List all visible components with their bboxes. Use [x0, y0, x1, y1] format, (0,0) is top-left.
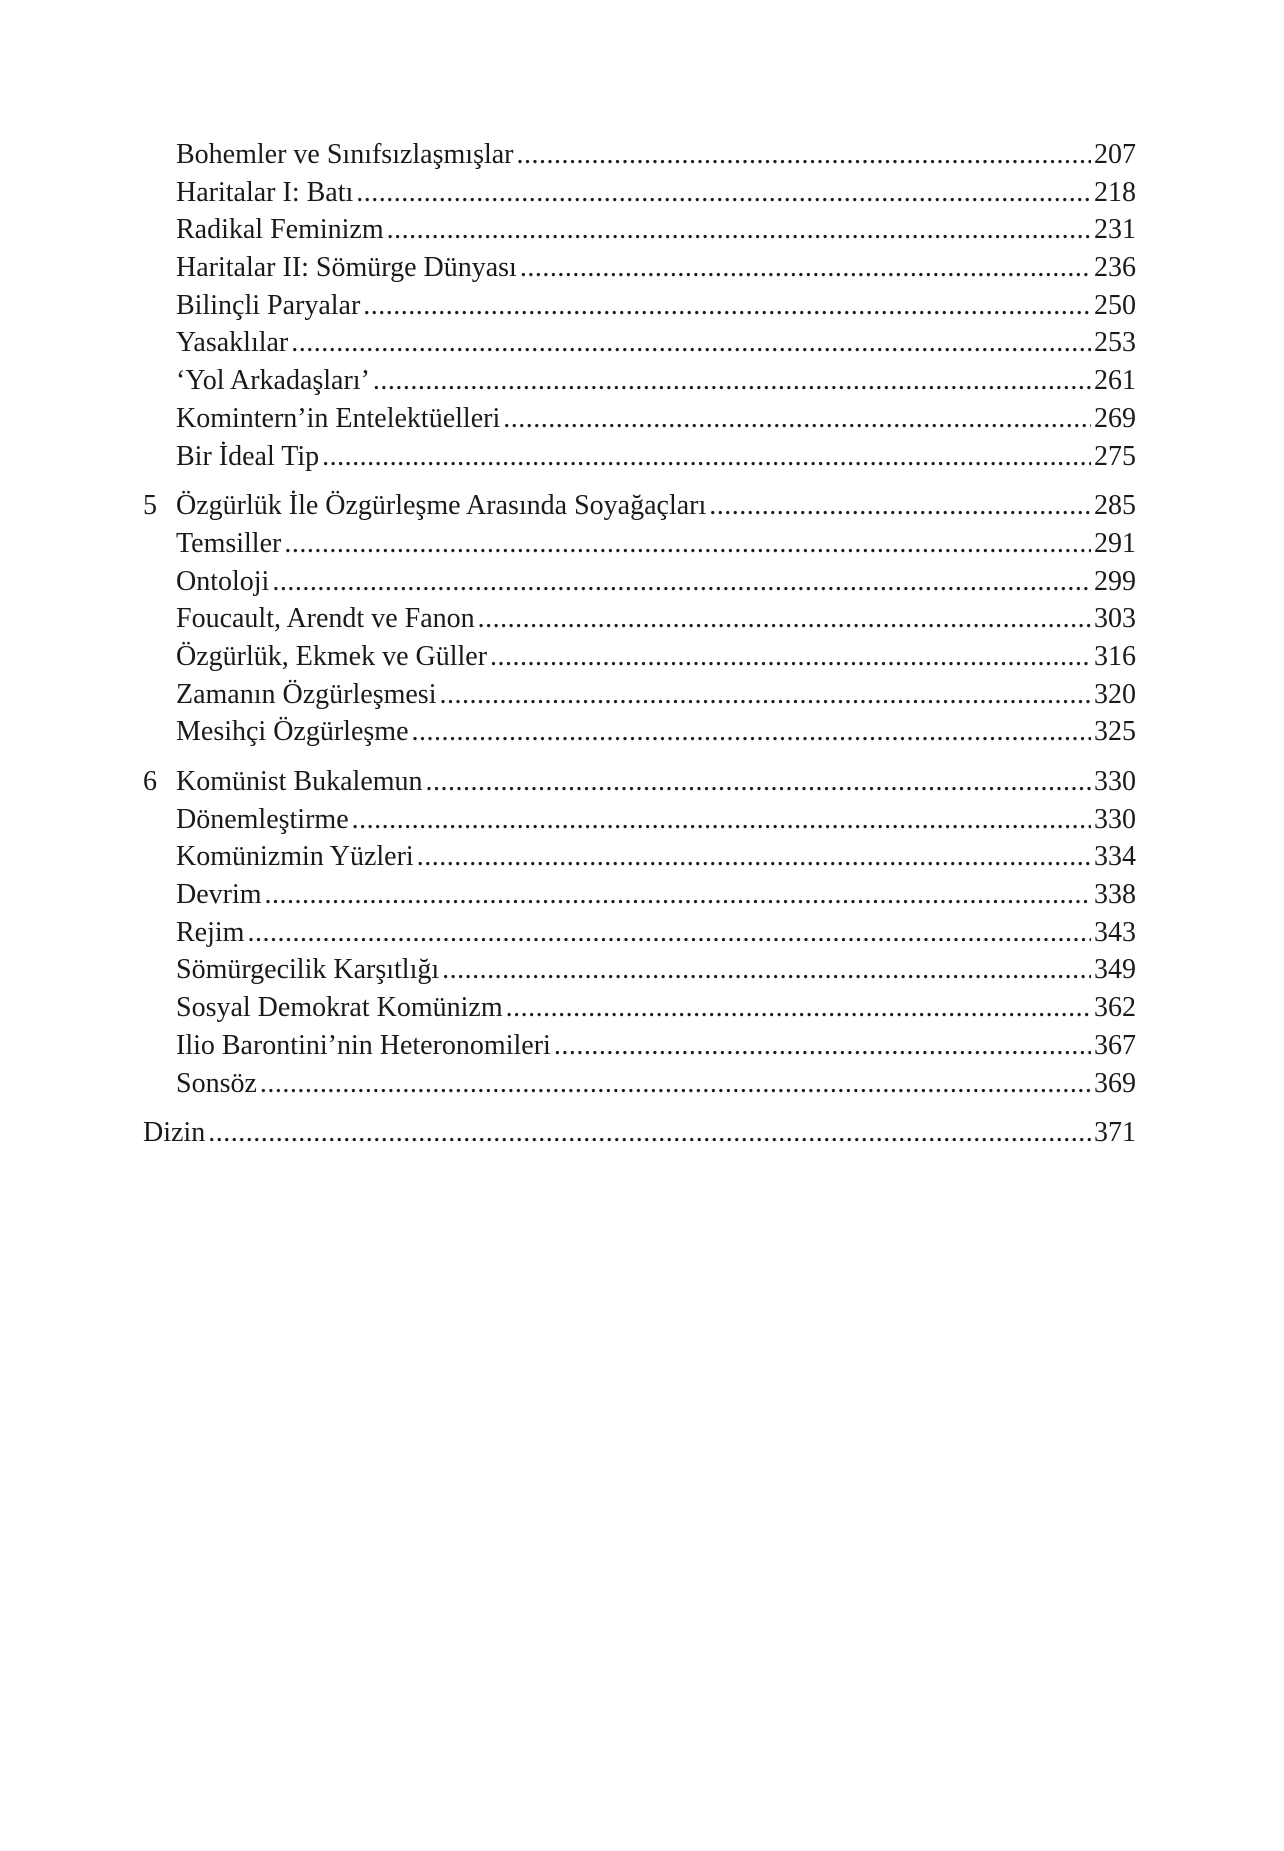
dot-leader	[260, 1065, 1091, 1103]
toc-section-entry[interactable]	[143, 989, 1136, 1027]
toc-entry-title: Yasaklılar	[176, 327, 289, 359]
toc-page-number: 218	[1094, 176, 1136, 208]
toc-section-entry[interactable]	[143, 563, 1136, 601]
dot-leader	[506, 989, 1091, 1027]
toc-group	[143, 487, 1136, 751]
toc-entry-title: Rejim	[176, 916, 245, 948]
toc-page-number: 316	[1094, 640, 1136, 672]
toc-chapter-entry[interactable]	[143, 763, 1136, 801]
toc-page-number: 362	[1094, 992, 1136, 1024]
toc-chapter-entry[interactable]	[143, 487, 1136, 525]
toc-page-number: 261	[1094, 365, 1136, 397]
toc-entry-title: Devrim	[176, 879, 262, 911]
toc-group	[143, 1114, 1136, 1152]
dot-leader	[247, 914, 1091, 952]
toc-section-entry[interactable]	[143, 362, 1136, 400]
toc-entry-title: Sosyal Demokrat Komünizm	[176, 992, 503, 1024]
toc-page-number: 250	[1094, 289, 1136, 321]
dot-leader	[412, 713, 1092, 751]
toc-page-number: 349	[1094, 954, 1136, 986]
toc-section-entry[interactable]	[143, 324, 1136, 362]
toc-section-entry[interactable]	[143, 951, 1136, 989]
toc-section-entry[interactable]	[143, 211, 1136, 249]
toc-entry-title: Komünist Bukalemun	[176, 766, 423, 797]
toc-entry-title: Komünizmin Yüzleri	[176, 841, 414, 873]
toc-page-number: 334	[1094, 841, 1136, 873]
toc-entry-title: Haritalar II: Sömürge Dünyası	[176, 252, 517, 284]
toc-page-number: 371	[1094, 1117, 1136, 1149]
dot-leader	[554, 1027, 1091, 1065]
dot-leader	[439, 676, 1091, 714]
dot-leader	[322, 438, 1091, 476]
toc-entry-title: Haritalar I: Batı	[176, 176, 354, 208]
toc-section-entry[interactable]	[143, 713, 1136, 751]
toc-section-entry[interactable]	[143, 914, 1136, 952]
dot-leader	[709, 487, 1091, 525]
toc-section-entry[interactable]	[143, 249, 1136, 287]
dot-leader	[442, 951, 1091, 989]
table-of-contents	[143, 136, 1136, 1152]
toc-entry-title: Sonsöz	[176, 1067, 257, 1099]
toc-section-entry[interactable]	[143, 174, 1136, 212]
toc-section-entry[interactable]	[143, 638, 1136, 676]
toc-entry-title: Sömürgecilik Karşıtlığı	[176, 954, 440, 986]
dot-leader	[387, 211, 1091, 249]
toc-page-number: 299	[1094, 565, 1136, 597]
toc-page-number: 338	[1094, 879, 1136, 911]
toc-section-entry[interactable]	[143, 136, 1136, 174]
dot-leader	[520, 249, 1091, 287]
dot-leader	[352, 801, 1091, 839]
toc-page-number: 207	[1094, 139, 1136, 170]
toc-entry-title: Foucault, Arendt ve Fanon	[176, 603, 475, 635]
toc-entry-title: Komintern’in Entelektüelleri	[176, 402, 501, 434]
toc-page-number: 330	[1094, 766, 1136, 797]
toc-entry-title: Temsiller	[176, 527, 282, 559]
toc-entry-title: Bilinçli Paryalar	[176, 289, 361, 321]
toc-entry-title: Özgürlük İle Özgürleşme Arasında Soyağaçları	[176, 490, 707, 522]
toc-entry-title: Mesihçi Özgürleşme	[176, 716, 409, 748]
toc-entry-title: Ontoloji	[176, 565, 270, 597]
dot-leader	[373, 362, 1091, 400]
dot-leader	[517, 136, 1092, 174]
dot-leader	[503, 400, 1091, 438]
toc-entry-title: Dönemleştirme	[176, 803, 349, 835]
toc-group	[143, 136, 1136, 475]
chapter-number: 6	[143, 766, 157, 797]
dot-leader	[291, 324, 1091, 362]
toc-page-number: 285	[1094, 490, 1136, 522]
toc-page-number: 330	[1094, 803, 1136, 835]
toc-section-entry[interactable]	[143, 287, 1136, 325]
toc-section-entry[interactable]	[143, 600, 1136, 638]
toc-entry-title: Özgürlük, Ekmek ve Güller	[176, 640, 488, 672]
dot-leader	[417, 838, 1091, 876]
toc-page-number: 269	[1094, 402, 1136, 434]
toc-section-entry[interactable]	[143, 438, 1136, 476]
dot-leader	[265, 876, 1091, 914]
dot-leader	[356, 174, 1091, 212]
dot-leader	[208, 1114, 1091, 1152]
toc-section-entry[interactable]	[143, 400, 1136, 438]
toc-section-entry[interactable]	[143, 801, 1136, 839]
toc-entry-title: Bir İdeal Tip	[176, 440, 320, 472]
toc-entry-title: Dizin	[143, 1117, 206, 1149]
dot-leader	[478, 600, 1091, 638]
toc-section-entry[interactable]	[143, 1027, 1136, 1065]
toc-page-number: 236	[1094, 252, 1136, 284]
toc-page-number: 303	[1094, 603, 1136, 635]
toc-page-number: 320	[1094, 678, 1136, 710]
toc-page-number: 231	[1094, 214, 1136, 246]
dot-leader	[272, 563, 1091, 601]
toc-page-number: 291	[1094, 527, 1136, 559]
toc-entry-title: Radikal Feminizm	[176, 214, 384, 246]
toc-section-entry[interactable]	[143, 838, 1136, 876]
toc-section-entry[interactable]	[143, 525, 1136, 563]
toc-entry-title: ‘Yol Arkadaşları’	[176, 365, 370, 397]
dot-leader	[426, 763, 1091, 801]
dot-leader	[363, 287, 1091, 325]
toc-section-entry[interactable]	[143, 876, 1136, 914]
dot-leader	[490, 638, 1091, 676]
toc-page-number: 369	[1094, 1067, 1136, 1099]
toc-page-number: 367	[1094, 1029, 1136, 1061]
toc-page-number: 253	[1094, 327, 1136, 359]
toc-page-number: 275	[1094, 440, 1136, 472]
toc-page-number: 343	[1094, 916, 1136, 948]
chapter-number: 5	[143, 490, 157, 522]
toc-group	[143, 763, 1136, 1102]
toc-index-entry[interactable]	[143, 1114, 1136, 1152]
toc-section-entry[interactable]	[143, 676, 1136, 714]
toc-page-number: 325	[1094, 716, 1136, 748]
toc-entry-title: Zamanın Özgürleşmesi	[176, 678, 437, 710]
toc-entry-title: Ilio Barontini’nin Heteronomileri	[176, 1029, 551, 1061]
dot-leader	[284, 525, 1091, 563]
toc-section-entry[interactable]	[143, 1065, 1136, 1103]
toc-entry-title: Bohemler ve Sınıfsızlaşmışlar	[176, 139, 514, 170]
